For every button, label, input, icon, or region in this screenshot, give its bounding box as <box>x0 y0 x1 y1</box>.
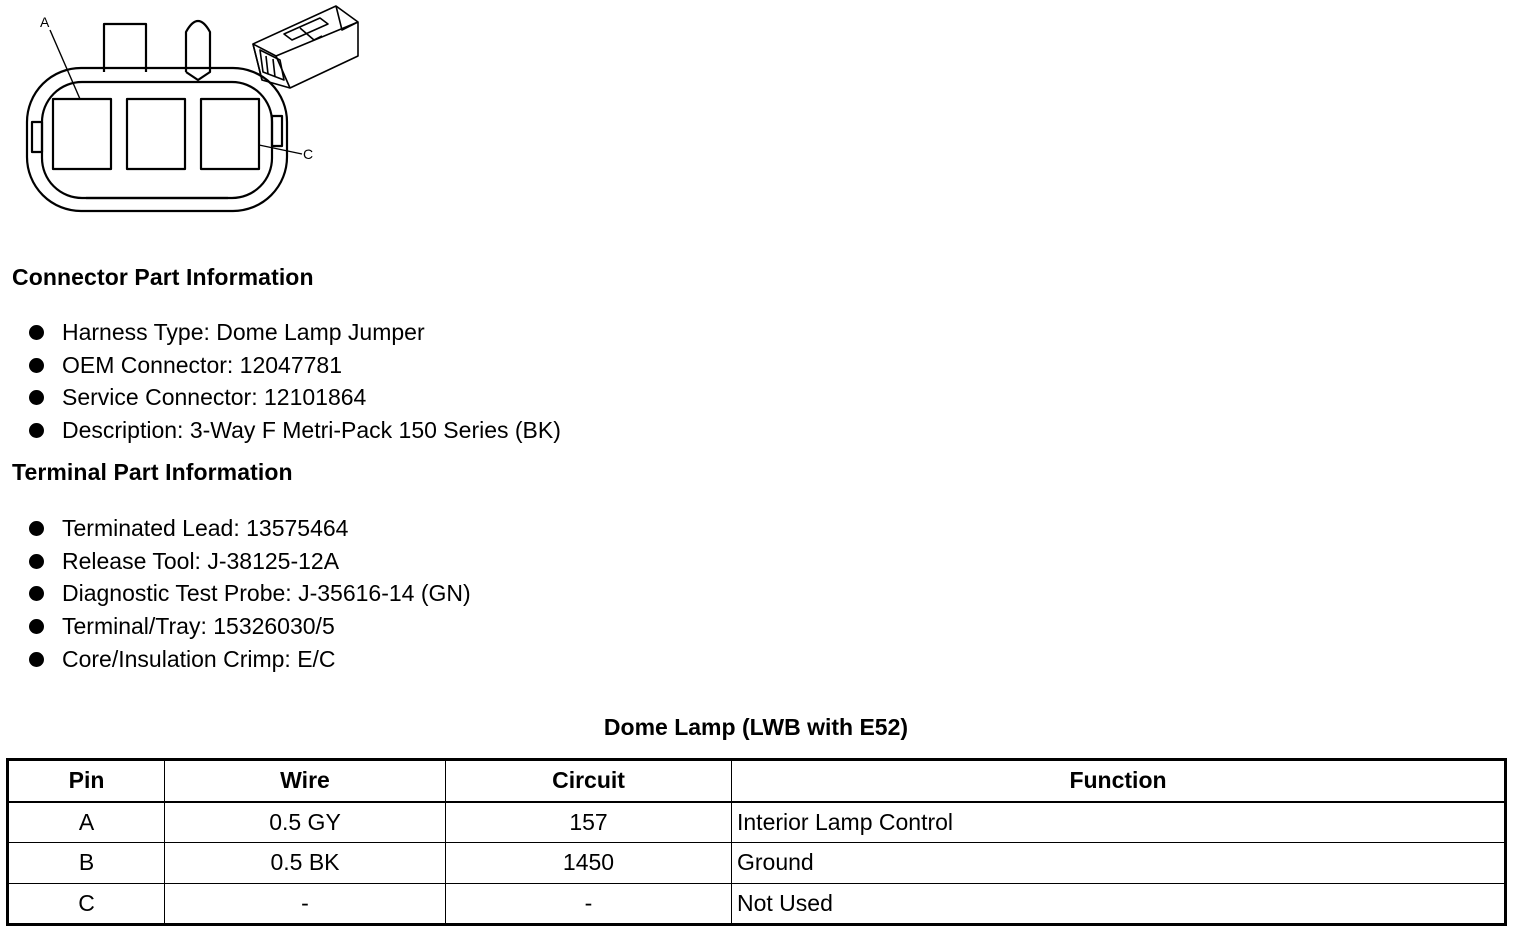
table-title: Dome Lamp (LWB with E52) <box>603 714 909 740</box>
connector-tab-right <box>186 21 210 80</box>
cell-wire: - <box>165 883 446 925</box>
connector-tab-left <box>104 24 146 72</box>
list-item: Harness Type: Dome Lamp Jumper <box>0 316 561 349</box>
list-item: OEM Connector: 12047781 <box>0 349 561 382</box>
bullet-icon <box>29 423 44 438</box>
list-item: Diagnostic Test Probe: J-35616-14 (GN) <box>0 577 471 610</box>
column-header-pin: Pin <box>8 760 165 802</box>
cell-circuit: 1450 <box>446 843 732 884</box>
pin-label-a: A <box>40 14 50 30</box>
terminal-part-info-list <box>0 512 471 675</box>
cell-pin: A <box>8 802 165 843</box>
cell-pin: B <box>8 843 165 884</box>
list-item: Terminated Lead: 13575464 <box>0 512 471 545</box>
table-row <box>8 883 1506 925</box>
connector-part-info-list <box>0 316 561 447</box>
list-item: Core/Insulation Crimp: E/C <box>0 643 471 676</box>
table-row <box>8 843 1506 884</box>
cell-pin: C <box>8 883 165 925</box>
column-header-wire: Wire <box>165 760 446 802</box>
connector-side-latch-right <box>272 116 282 146</box>
list-item: Terminal/Tray: 15326030/5 <box>0 610 471 643</box>
bullet-icon <box>29 390 44 405</box>
cell-circuit: - <box>446 883 732 925</box>
cell-function: Interior Lamp Control <box>732 802 1506 843</box>
connector-housing-outer <box>27 68 287 211</box>
table-row <box>8 802 1506 843</box>
connector-iso-sketch <box>253 6 358 88</box>
bullet-icon <box>29 619 44 634</box>
cell-function: Ground <box>732 843 1506 884</box>
cell-wire: 0.5 GY <box>165 802 446 843</box>
bullet-icon <box>29 652 44 667</box>
connector-diagram <box>0 0 380 230</box>
bullet-icon <box>29 586 44 601</box>
leader-line-a <box>50 30 80 99</box>
cell-wire: 0.5 BK <box>165 843 446 884</box>
column-header-function: Function <box>732 760 1506 802</box>
column-header-circuit: Circuit <box>446 760 732 802</box>
cavity-a <box>53 99 111 169</box>
bullet-icon <box>29 521 44 536</box>
connector-side-latch-left <box>32 122 42 152</box>
terminal-part-info-heading: Terminal Part Information <box>12 459 293 485</box>
cell-circuit: 157 <box>446 802 732 843</box>
list-item: Release Tool: J-38125-12A <box>0 545 471 578</box>
bullet-icon <box>29 325 44 340</box>
cell-function: Not Used <box>732 883 1506 925</box>
pin-label-c: C <box>303 146 314 162</box>
cavity-b <box>127 99 185 169</box>
bullet-icon <box>29 358 44 373</box>
cavity-c <box>201 99 259 169</box>
list-item: Description: 3-Way F Metri-Pack 150 Series (BK) <box>0 414 561 447</box>
list-item: Service Connector: 12101864 <box>0 381 561 414</box>
connector-part-info-heading: Connector Part Information <box>12 264 314 290</box>
table-header-row <box>8 760 1506 802</box>
bullet-icon <box>29 554 44 569</box>
pinout-table <box>6 758 1507 926</box>
